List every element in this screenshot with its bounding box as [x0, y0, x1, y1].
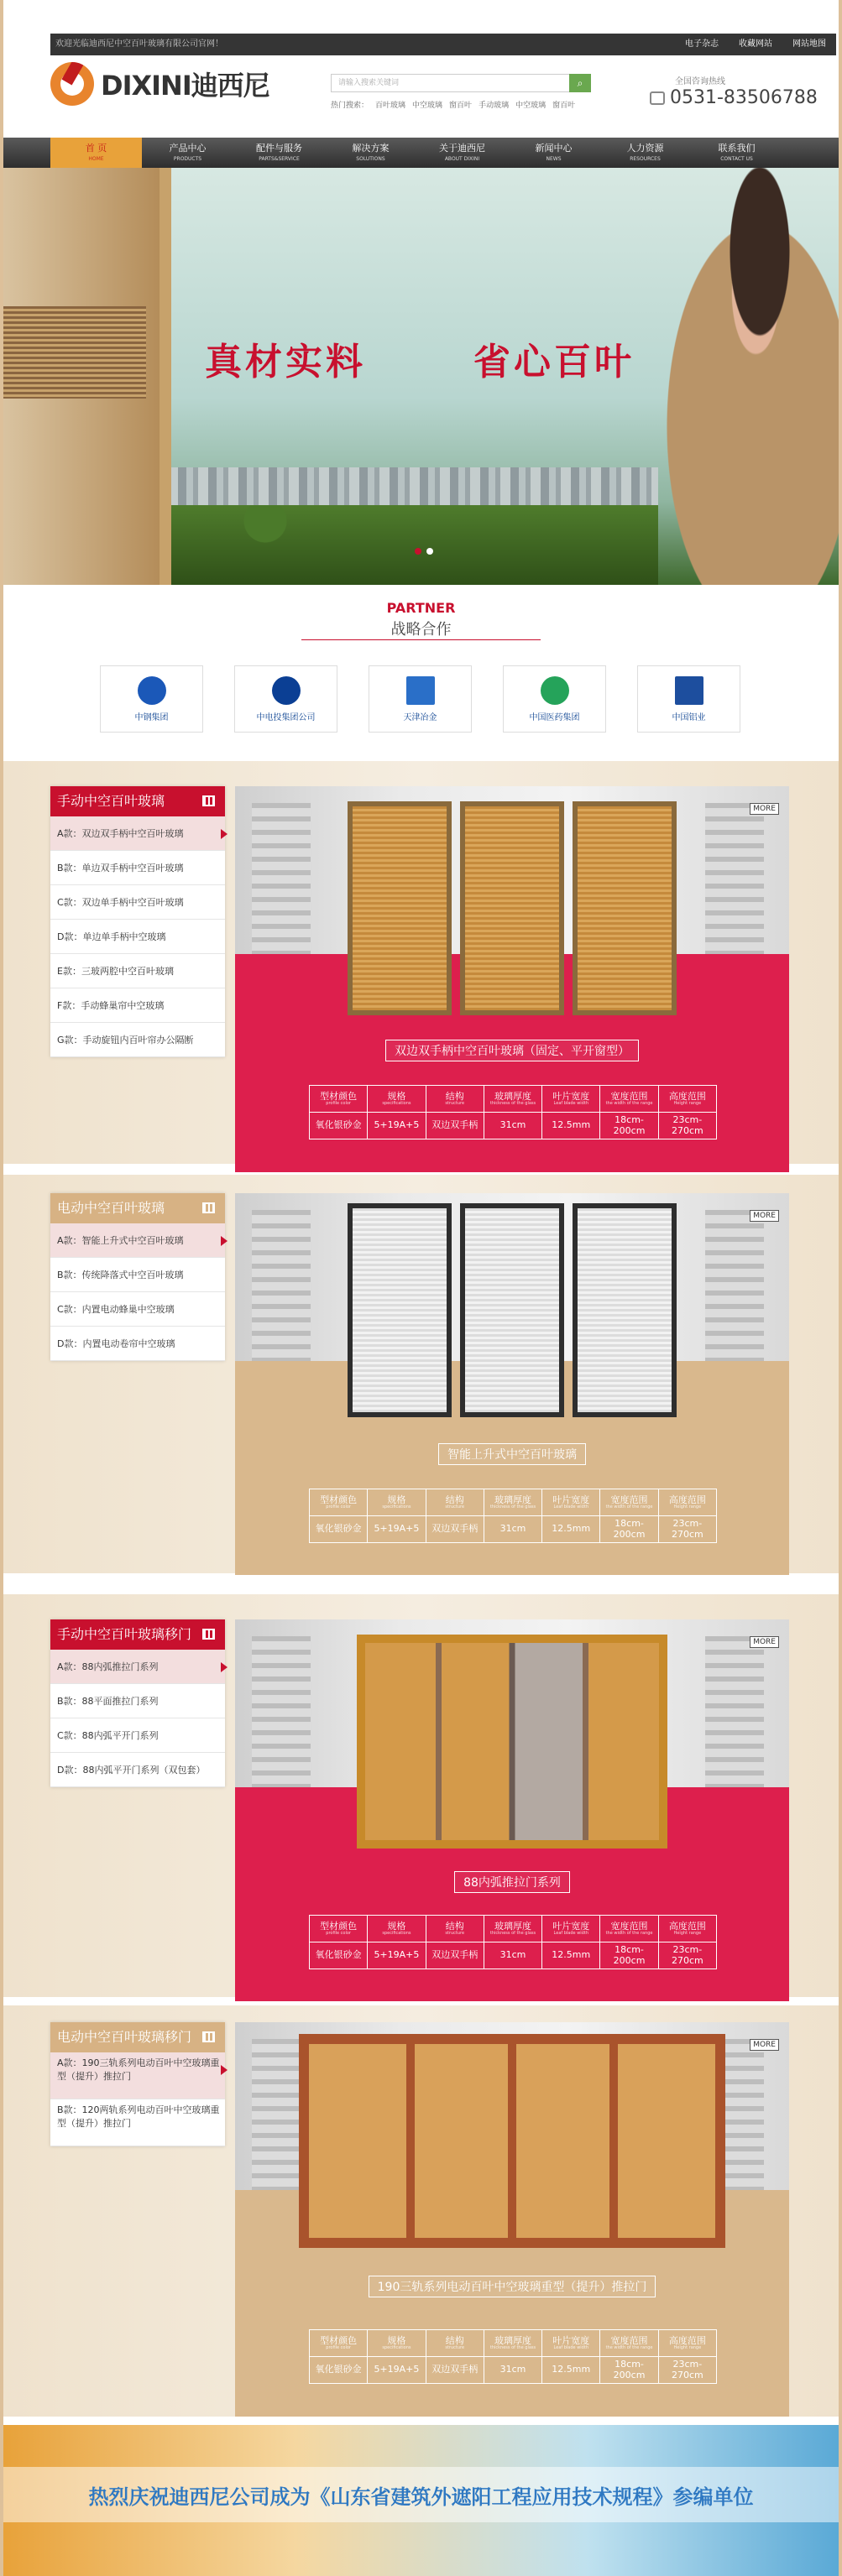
category-sidebar: [50, 786, 225, 1057]
spec-table: [309, 2329, 717, 2384]
nav-resources[interactable]: 人力资源 RESOURCES: [626, 143, 664, 162]
nav-contact[interactable]: 联系我们 CONTACT US: [718, 143, 756, 162]
spec-value: 双边双手柄: [426, 1516, 484, 1543]
banner-dot[interactable]: [426, 548, 433, 555]
partner-logo[interactable]: 中钢集团: [100, 665, 203, 733]
spec-value: 5+19A+5: [368, 1113, 426, 1139]
door-images: [235, 1203, 789, 1417]
spec-header: 型材颜色 profile color: [310, 2330, 368, 2357]
spec-table: [309, 1489, 717, 1543]
spec-value: 氧化银砂金: [310, 1942, 368, 1969]
spec-value: 31cm: [484, 1516, 541, 1543]
nav-parts[interactable]: 配件与服务 PARTS&SERVICE: [256, 143, 302, 162]
spec-header: 规格 specifications: [368, 1916, 426, 1942]
logo-text: DIXINI迪西尼: [101, 70, 269, 102]
main-nav: [3, 138, 839, 168]
more-link[interactable]: MORE: [750, 1210, 779, 1222]
spec-value: 12.5mm: [542, 1942, 600, 1969]
product-showcase[interactable]: [235, 1619, 789, 2001]
nav-solutions[interactable]: 解决方案 SOLUTIONS: [352, 143, 390, 162]
partner-logo[interactable]: 天津冶金: [369, 665, 472, 733]
spec-header: 规格 specifications: [368, 1086, 426, 1113]
spec-value: 31cm: [484, 2357, 541, 2384]
spec-value: 23cm-270cm: [658, 1942, 716, 1969]
spec-header: 玻璃厚度 thickness of the glass: [484, 2330, 541, 2357]
spec-header: 玻璃厚度 thickness of the glass: [484, 1086, 541, 1113]
category-item[interactable]: A款：190三轨系列电动百叶中空玻璃重型（提升）推拉门: [50, 2052, 225, 2099]
banner-slogan-right: 省心百叶: [473, 341, 635, 383]
tianjin-metallurgy-icon: [406, 676, 435, 705]
door-images: [235, 801, 789, 1015]
category-item[interactable]: F款：手动蜂巢帘中空玻璃: [50, 988, 225, 1023]
hot-search: [331, 99, 575, 110]
category-item[interactable]: B款：88平面推拉门系列: [50, 1684, 225, 1718]
spec-header: 结构 structure: [426, 1489, 484, 1516]
logo-mark-icon: [50, 62, 94, 106]
spec-header: 宽度范围 the width of the range: [600, 1086, 658, 1113]
category-sidebar: [50, 1619, 225, 1787]
door-image: [460, 801, 564, 1015]
spec-value: 12.5mm: [542, 2357, 600, 2384]
phone-icon: [650, 91, 665, 105]
search-placeholder: 请输入搜索关键词: [338, 79, 400, 87]
spec-header: 宽度范围 the width of the range: [600, 1916, 658, 1942]
spec-value: 18cm-200cm: [600, 1942, 658, 1969]
sinopharm-icon: [541, 676, 569, 705]
door-images: [235, 1635, 789, 1849]
door-image: [348, 801, 452, 1015]
spec-header: 结构 structure: [426, 2330, 484, 2357]
spec-header: 叶片宽度 Leaf blade width: [542, 2330, 600, 2357]
spec-header: 结构 structure: [426, 1086, 484, 1113]
door-images: [235, 2034, 789, 2248]
spec-header: 叶片宽度 Leaf blade width: [542, 1916, 600, 1942]
spec-value: 双边双手柄: [426, 2357, 484, 2384]
spec-value: 18cm-200cm: [600, 1516, 658, 1543]
product-showcase[interactable]: [235, 1193, 789, 1575]
spec-table: [309, 1085, 717, 1139]
door-image: [573, 1203, 677, 1417]
spec-value: 氧化银砂金: [310, 1516, 368, 1543]
hot-item[interactable]: 窗百叶: [552, 102, 576, 110]
more-link[interactable]: MORE: [750, 803, 779, 815]
link-sitemap[interactable]: 网站地图: [792, 39, 826, 49]
category-item[interactable]: D款：单边单手柄中空玻璃: [50, 920, 225, 954]
spec-value: 双边双手柄: [426, 1942, 484, 1969]
spec-value: 氧化银砂金: [310, 1113, 368, 1139]
spec-header: 叶片宽度 Leaf blade width: [542, 1086, 600, 1113]
spec-header: 型材颜色 profile color: [310, 1916, 368, 1942]
spec-value: 23cm-270cm: [658, 1113, 716, 1139]
hot-item[interactable]: 百叶玻璃: [375, 102, 406, 110]
spec-header: 型材颜色 profile color: [310, 1489, 368, 1516]
hotline-label: 全国咨询热线: [675, 77, 725, 86]
door-image: [573, 801, 677, 1015]
product-section: [3, 761, 839, 1164]
partner-logo[interactable]: 中国铝业: [637, 665, 740, 733]
product-caption: 智能上升式中空百叶玻璃: [235, 1443, 789, 1465]
header: [3, 55, 839, 138]
nav-products[interactable]: 产品中心 PRODUCTS: [169, 143, 207, 162]
page: [3, 0, 839, 2576]
product-section: [3, 1594, 839, 1997]
spec-header: 高度范围 Height range: [658, 1489, 716, 1516]
cpi-icon: [272, 676, 301, 705]
nav-about[interactable]: 关于迪西尼 ABOUT DIXINI: [439, 143, 485, 162]
more-link[interactable]: MORE: [750, 1636, 779, 1648]
category-item[interactable]: B款：单边双手柄中空百叶玻璃: [50, 851, 225, 885]
spec-value: 12.5mm: [542, 1516, 600, 1543]
category-item[interactable]: B款：120两轨系列电动百叶中空玻璃重型（提升）推拉门: [50, 2099, 225, 2146]
sliding-door-image: [299, 2034, 725, 2248]
more-link[interactable]: MORE: [750, 2039, 779, 2051]
spec-header: 高度范围 Height range: [658, 1086, 716, 1113]
spec-value: 5+19A+5: [368, 1942, 426, 1969]
search-icon: ⌕: [577, 77, 583, 89]
announcement-banner[interactable]: [3, 2425, 839, 2576]
category-item[interactable]: D款：88内弧平开门系列（双包套）: [50, 1753, 225, 1787]
category-title[interactable]: 电动中空百叶玻璃: [50, 1193, 225, 1223]
banner-dots: [415, 548, 433, 555]
banner-dot[interactable]: [415, 548, 421, 555]
partner-divider: [301, 639, 541, 640]
spec-header: 高度范围 Height range: [658, 1916, 716, 1942]
spec-header: 结构 structure: [426, 1916, 484, 1942]
banner-slogan-left: 真材实料: [205, 341, 366, 383]
nav-news[interactable]: 新闻中心 NEWS: [535, 143, 573, 162]
grid-icon: [202, 1629, 215, 1640]
spec-value: 5+19A+5: [368, 2357, 426, 2384]
product-section: [3, 2005, 839, 2417]
category-sidebar: [50, 2022, 225, 2146]
category-item[interactable]: D款：内置电动卷帘中空玻璃: [50, 1327, 225, 1361]
partner-logos: [100, 665, 740, 733]
hot-item[interactable]: 窗百叶: [449, 102, 473, 110]
product-showcase[interactable]: [235, 2022, 789, 2417]
product-section: [3, 1175, 839, 1573]
partner-logo[interactable]: 中电投集团公司: [234, 665, 337, 733]
spec-value: 23cm-270cm: [658, 1516, 716, 1543]
spec-header: 玻璃厚度 thickness of the glass: [484, 1916, 541, 1942]
hero-banner[interactable]: [3, 168, 839, 585]
door-image: [348, 1203, 452, 1417]
chinalco-icon: [675, 676, 703, 705]
top-bar: [50, 34, 836, 55]
partner-title-cn: 战略合作: [390, 621, 452, 639]
nav-home[interactable]: 首 页 HOME: [50, 138, 142, 168]
spec-value: 5+19A+5: [368, 1516, 426, 1543]
announcement-text: 热烈庆祝迪西尼公司成为《山东省建筑外遮阳工程应用技术规程》参编单位: [88, 2485, 754, 2509]
welcome-text: 欢迎光临迪西尼中空百叶玻璃有限公司官网！: [55, 39, 223, 49]
spec-header: 叶片宽度 Leaf blade width: [542, 1489, 600, 1516]
category-item[interactable]: B款：传统降落式中空百叶玻璃: [50, 1258, 225, 1292]
grid-icon: [202, 2031, 215, 2042]
spec-value: 18cm-200cm: [600, 1113, 658, 1139]
hot-item[interactable]: 手动玻璃: [479, 102, 510, 110]
category-item[interactable]: C款：双边单手柄中空百叶玻璃: [50, 885, 225, 920]
spec-value: 31cm: [484, 1942, 541, 1969]
category-item[interactable]: C款：88内弧平开门系列: [50, 1718, 225, 1753]
logo[interactable]: [50, 64, 269, 104]
search-input[interactable]: [331, 74, 591, 92]
spec-table: [309, 1915, 717, 1969]
spec-value: 12.5mm: [542, 1113, 600, 1139]
banner-model-image: [641, 168, 839, 585]
link-bookmark[interactable]: 收藏网站: [739, 39, 772, 49]
category-title[interactable]: 电动中空百叶玻璃移门: [50, 2022, 225, 2052]
spec-value: 氧化银砂金: [310, 2357, 368, 2384]
spec-header: 规格 specifications: [368, 1489, 426, 1516]
hot-label: 热门搜索：: [331, 102, 369, 110]
phone-number: 0531-83506788: [650, 87, 818, 108]
spec-header: 高度范围 Height range: [658, 2330, 716, 2357]
category-item[interactable]: C款：内置电动蜂巢中空玻璃: [50, 1292, 225, 1327]
product-caption: 88内弧推拉门系列: [235, 1871, 789, 1893]
category-item[interactable]: G款：手动旋钮内百叶帘办公隔断: [50, 1023, 225, 1057]
spec-value: 23cm-270cm: [658, 2357, 716, 2384]
search-button[interactable]: [569, 74, 591, 92]
category-item[interactable]: E款：三玻两腔中空百叶玻璃: [50, 954, 225, 988]
grid-icon: [202, 1202, 215, 1213]
category-item[interactable]: A款：88内弧推拉门系列: [50, 1650, 225, 1684]
category-item[interactable]: A款：双边双手柄中空百叶玻璃: [50, 816, 225, 851]
banner-window-image: [3, 168, 171, 585]
spec-header: 宽度范围 the width of the range: [600, 2330, 658, 2357]
category-item[interactable]: A款：智能上升式中空百叶玻璃: [50, 1223, 225, 1258]
hot-item[interactable]: 中空玻璃: [412, 102, 443, 110]
partner-heading: [3, 600, 839, 639]
sinosteel-icon: [138, 676, 166, 705]
link-emagazine[interactable]: 电子杂志: [685, 39, 719, 49]
grid-icon: [202, 795, 215, 806]
spec-header: 玻璃厚度 thickness of the glass: [484, 1489, 541, 1516]
spec-header: 规格 specifications: [368, 2330, 426, 2357]
hot-item[interactable]: 中空玻璃: [515, 102, 547, 110]
door-image: [460, 1203, 564, 1417]
partner-logo[interactable]: 中国医药集团: [503, 665, 606, 733]
spec-value: 31cm: [484, 1113, 541, 1139]
spec-header: 宽度范围 the width of the range: [600, 1489, 658, 1516]
category-title[interactable]: 手动中空百叶玻璃移门: [50, 1619, 225, 1650]
product-caption: 190三轨系列电动百叶中空玻璃重型（提升）推拉门: [235, 2276, 789, 2297]
spec-value: 双边双手柄: [426, 1113, 484, 1139]
partner-title-en: PARTNER: [386, 600, 456, 616]
product-caption: 双边双手柄中空百叶玻璃（固定、平开窗型）: [235, 1040, 789, 1061]
product-showcase[interactable]: [235, 786, 789, 1172]
spec-header: 型材颜色 profile color: [310, 1086, 368, 1113]
category-title[interactable]: 手动中空百叶玻璃: [50, 786, 225, 816]
category-sidebar: [50, 1193, 225, 1361]
sliding-door-image: [357, 1635, 667, 1849]
spec-value: 18cm-200cm: [600, 2357, 658, 2384]
